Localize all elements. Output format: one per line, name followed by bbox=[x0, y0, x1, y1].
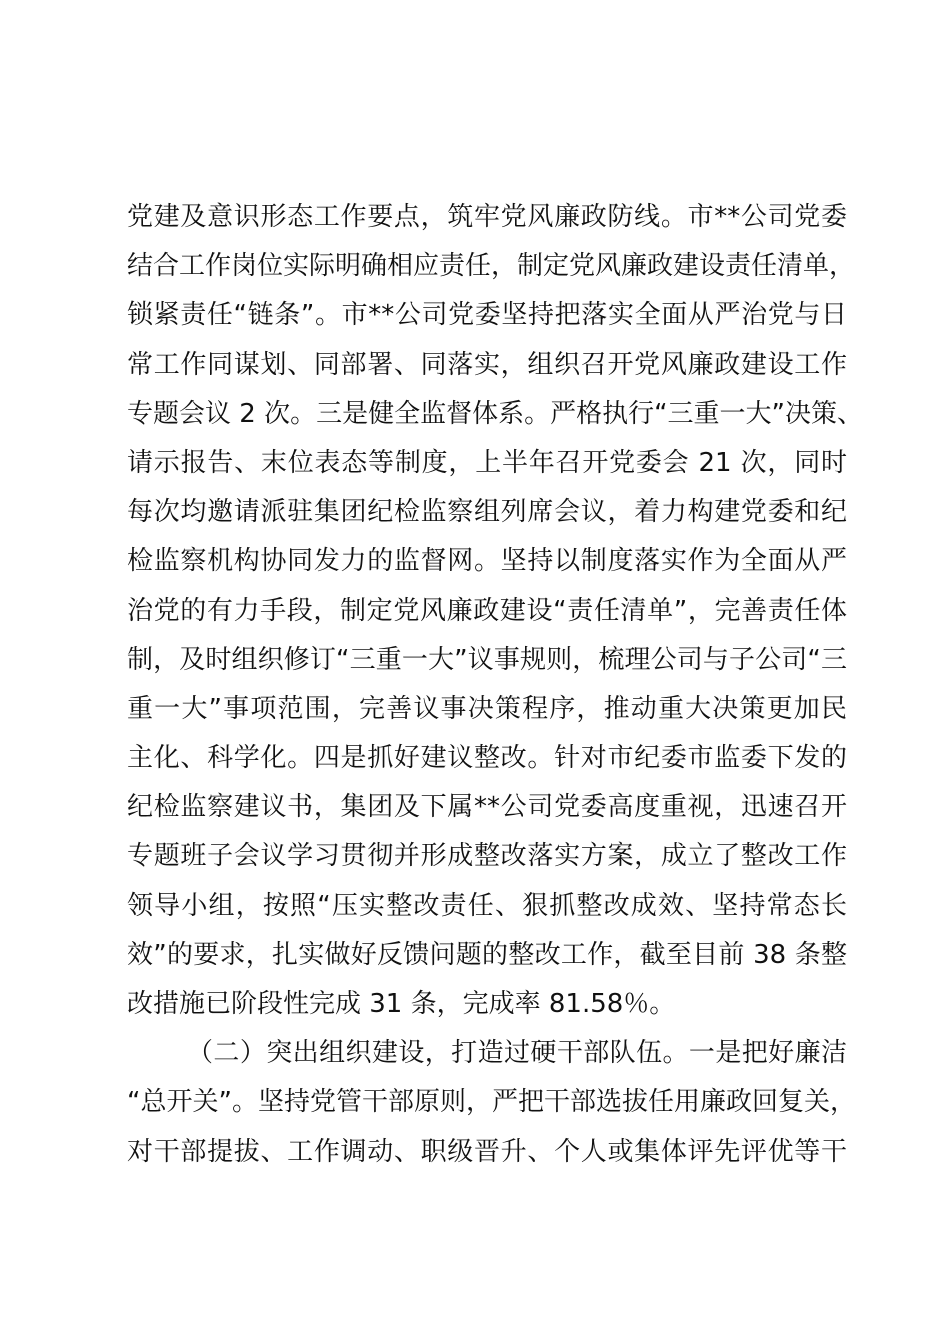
text-line: （二）突出组织建设，打造过硬干部队伍。一是把好廉洁 bbox=[187, 1038, 847, 1069]
text-line: 专题班子会议学习贯彻并形成整改落实方案，成立了整改工作 bbox=[127, 841, 847, 872]
text-line: 锁紧责任“链条”。市**公司党委坚持把落实全面从严治党与日 bbox=[127, 300, 847, 331]
text-line: “总开关”。坚持党管干部原则，严把干部选拔任用廉政回复关， bbox=[127, 1087, 856, 1118]
document-body bbox=[127, 193, 864, 1177]
text-line: 对干部提拔、工作调动、职级晋升、个人或集体评先评优等干 bbox=[127, 1136, 847, 1167]
text-line: 党建及意识形态工作要点，筑牢党风廉政防线。市**公司党委 bbox=[127, 202, 847, 232]
text-line: 结合工作岗位实际明确相应责任，制定党风廉政建设责任清单， bbox=[127, 251, 856, 282]
text-line: 改措施已阶段性完成 31 条，完成率 81.58％。 bbox=[127, 989, 676, 1019]
paragraph-2 bbox=[127, 1029, 856, 1177]
text-line: 检监察机构协同发力的监督网。坚持以制度落实作为全面从严 bbox=[127, 546, 847, 577]
text-line: 制，及时组织修订“三重一大”议事规则，梳理公司与子公司“三 bbox=[127, 644, 847, 675]
text-line: 请示报告、末位表态等制度，上半年召开党委会 21 次，同时 bbox=[127, 447, 847, 478]
text-line: 常工作同谋划、同部署、同落实，组织召开党风廉政建设工作 bbox=[127, 349, 847, 380]
text-line: 重一大”事项范围，完善议事决策程序，推动重大决策更加民 bbox=[127, 693, 847, 724]
text-line: 纪检监察建议书，集团及下属**公司党委高度重视，迅速召开 bbox=[127, 792, 847, 823]
text-line: 主化、科学化。四是抓好建议整改。针对市纪委市监委下发的 bbox=[127, 743, 847, 774]
text-line: 领导小组，按照“压实整改责任、狠抓整改成效、坚持常态长 bbox=[127, 890, 847, 921]
text-line: 治党的有力手段，制定党风廉政建设“责任清单”，完善责任体 bbox=[127, 595, 847, 626]
paragraph-1 bbox=[127, 193, 864, 1029]
text-line: 效”的要求，扎实做好反馈问题的整改工作，截至目前 38 条整 bbox=[127, 939, 847, 970]
text-line: 每次均邀请派驻集团纪检监察组列席会议，着力构建党委和纪 bbox=[127, 497, 847, 528]
text-line: 专题会议 2 次。三是健全监督体系。严格执行“三重一大”决策、 bbox=[127, 398, 864, 429]
